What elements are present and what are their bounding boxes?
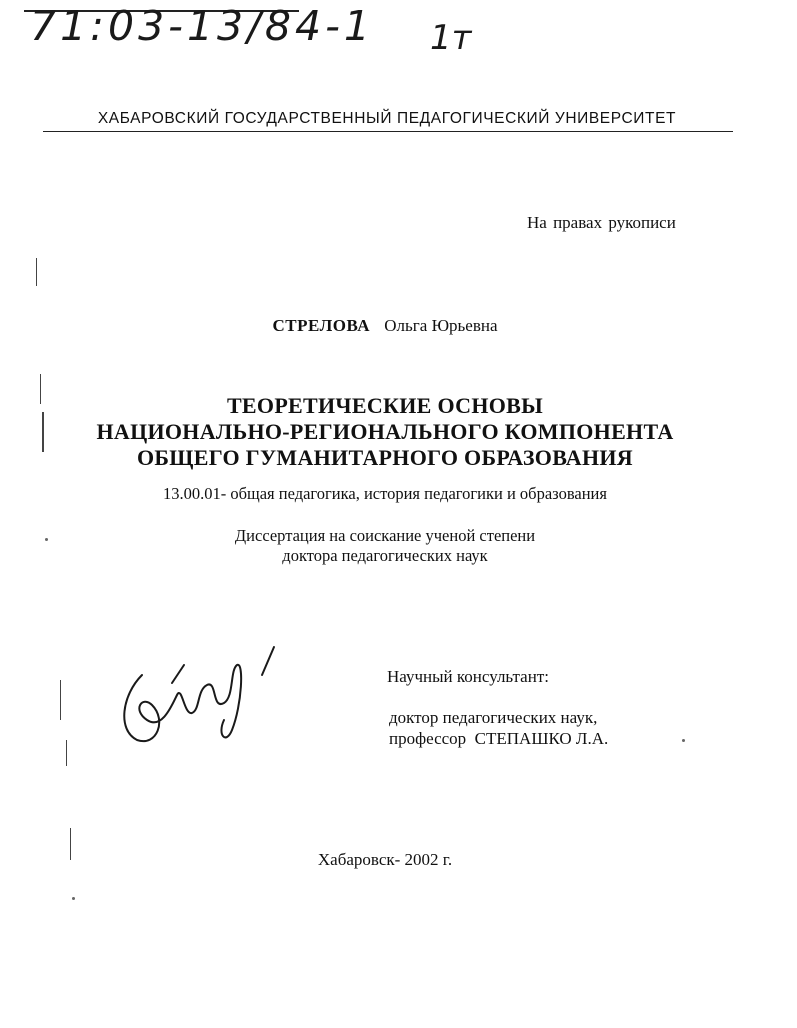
consultant-line: доктор педагогических наук, — [389, 708, 598, 727]
consultant-details — [389, 707, 608, 749]
consultant-label: Научный консультант: — [387, 667, 549, 686]
title-line: НАЦИОНАЛЬНО-РЕГИОНАЛЬНОГО КОМПОНЕНТА — [96, 419, 674, 444]
scan-mark — [36, 258, 37, 286]
scan-dot — [45, 538, 48, 541]
consultant-line: профессор СТЕПАШКО Л.А. — [389, 729, 609, 748]
author — [0, 316, 770, 336]
scan-mark — [70, 828, 71, 860]
degree-line: доктора педагогических наук — [282, 546, 488, 565]
archive-code-suffix: 1т — [430, 18, 472, 58]
scan-dot — [72, 897, 75, 900]
city-year: Хабаровск- 2002 г. — [317, 850, 453, 869]
author-surname: СТРЕЛОВА — [272, 316, 371, 335]
degree-line: Диссертация на соискание ученой степени — [234, 526, 536, 545]
dissertation-title — [40, 393, 730, 471]
scan-dot — [682, 739, 685, 742]
title-line: ТЕОРЕТИЧЕСКИЕ ОСНОВЫ — [226, 393, 544, 418]
title-line: ОБЩЕГО ГУМАНИТАРНОГО ОБРАЗОВАНИЯ — [137, 445, 633, 470]
university-rule — [43, 131, 733, 132]
university-name: ХАБАРОВСКИЙ ГОСУДАРСТВЕННЫЙ ПЕДАГОГИЧЕСКИЙ УНИВЕРСИТЕТ — [97, 110, 677, 127]
signature-image — [112, 635, 292, 755]
scan-mark — [66, 740, 67, 766]
author-given-names: Ольга Юрьевна — [384, 316, 498, 335]
manuscript-note: На правах рукописи — [527, 213, 676, 232]
specialty-code: 13.00.01- общая педагогика, история педагогики и образования — [163, 484, 607, 503]
archive-code: 71:03-13/84-1 — [30, 2, 374, 50]
scan-mark — [42, 412, 44, 452]
scan-mark — [60, 680, 61, 720]
degree-statement — [40, 526, 730, 566]
scan-mark — [40, 374, 41, 404]
